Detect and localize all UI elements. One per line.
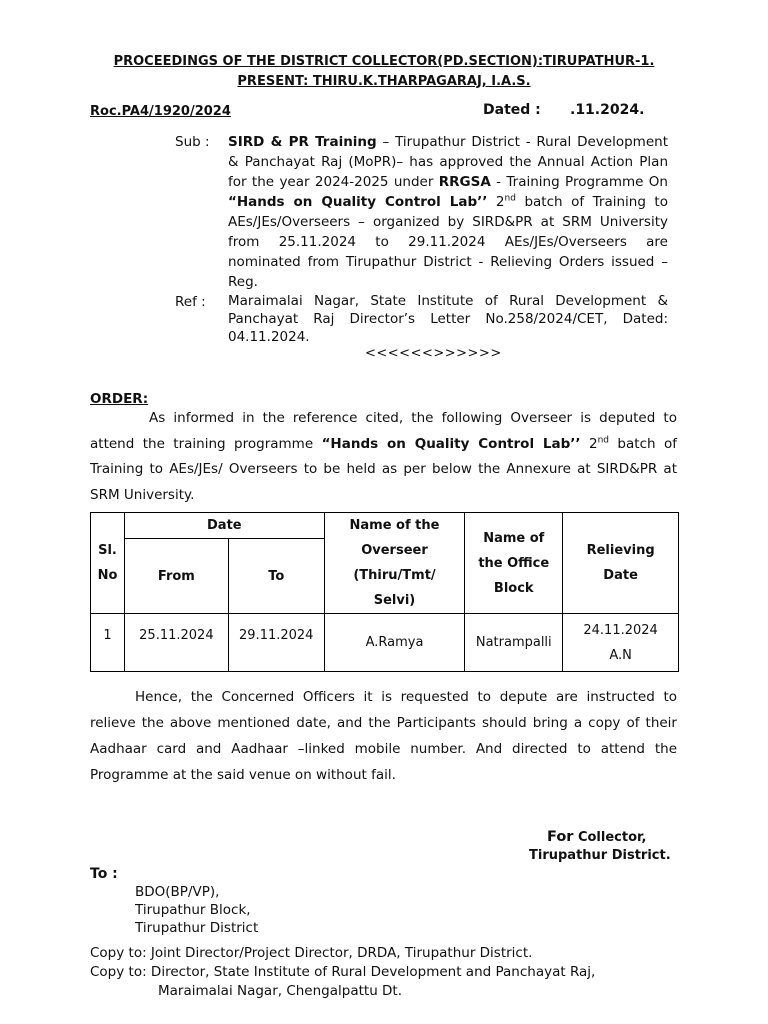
annexure-table (90, 512, 679, 672)
cell-to: 29.11.2024 (228, 614, 324, 672)
order-paragraph: As informed in the reference cited, the following Overseer is deputed to attend the training programme “Hands on Quality Control Lab’’ 2nd batch of Training to AEs/JEs/ Overseers to be held as per below the Annexure at SIRD&PR at SRM University. (90, 410, 677, 503)
cell-name: A.Ramya (324, 614, 465, 672)
ref-label: Ref : (175, 294, 206, 310)
programme-name: “Hands on Quality Control Lab’’ (228, 194, 488, 210)
col-header-relieving: Relieving Date (563, 513, 679, 614)
to-address: BDO(BP/VP), Tirupathur Block, Tirupathur District (135, 884, 259, 936)
cell-from: 25.11.2024 (124, 614, 228, 672)
header-line-1: PROCEEDINGS OF THE DISTRICT COLLECTOR(PD.SECTION):TIRUPATHUR-1. (113, 54, 655, 69)
reference-text: Maraimalai Nagar, State Institute of Rural Development & Panchayat Raj Director’s Letter No.258/2024/CET, Dated: 04.11.2024. (228, 293, 668, 345)
subject-title: SIRD & PR Training (228, 134, 377, 150)
sub-label: Sub : (175, 134, 210, 150)
col-header-slno: Sl. No (91, 513, 125, 614)
subject-text: SIRD & PR Training – Tirupathur District - Rural Development & Panchayat Raj (MoPR)– has approved the Annual Action Plan for the year 2024-2025 under RRGSA - Training Programme On “Hands on Quality Control Lab’’ 2nd batch of Training to AEs/JEs/Overseers – organized by SIRD&PR at SRM University from 25.11.2024 to 29.11.2024 AEs/JEs/Overseers are nominated from Tirupathur District - Relieving Orders issued – Reg. (228, 134, 668, 290)
table-header-row (91, 513, 679, 539)
cell-office: Natrampalli (465, 614, 563, 672)
col-header-office: Name of the Office Block (465, 513, 563, 614)
col-header-overseer: Name of the Overseer (Thiru/Tmt/ Selvi) (324, 513, 465, 614)
separator: <<<<<<>>>>>> (365, 346, 502, 361)
programme-name-order: “Hands on Quality Control Lab’’ (321, 435, 581, 452)
copy-to-list (90, 944, 595, 1001)
signature-district: Tirupathur District. (529, 848, 671, 863)
copy-to-2-cont: Maraimalai Nagar, Chengalpattu Dt. (158, 983, 403, 999)
copy-to-2: Copy to: Director, State Institute of Rural Development and Panchayat Raj, (90, 964, 596, 980)
dated-field: Dated : .11.2024. (483, 102, 645, 118)
col-header-from: From (124, 539, 228, 614)
signature-for: For Collector, (547, 829, 647, 845)
order-heading: ORDER: (90, 391, 149, 407)
instruction-paragraph: Hence, the Concerned Officers it is requested to depute are instructed to relieve the above mentioned date, and the Participants should bring a copy of their Aadhaar card and Aadhaar –linked mobile number. And directed to attend the Programme at the said venue on without fail. (90, 689, 677, 783)
scheme-name: RRGSA (438, 174, 491, 190)
col-header-to: To (228, 539, 324, 614)
reference-number: Roc.PA4/1920/2024 (90, 104, 231, 119)
cell-slno: 1 (91, 614, 125, 672)
header-line-2: PRESENT: THIRU.K.THARPAGARAJ, I.A.S. (237, 74, 531, 89)
table-row (91, 614, 679, 672)
copy-to-1: Copy to: Joint Director/Project Director, DRDA, Tirupathur District. (90, 945, 533, 961)
to-label: To : (90, 866, 118, 882)
col-header-date: Date (124, 513, 324, 539)
cell-relieving: 24.11.2024 A.N (563, 614, 679, 672)
